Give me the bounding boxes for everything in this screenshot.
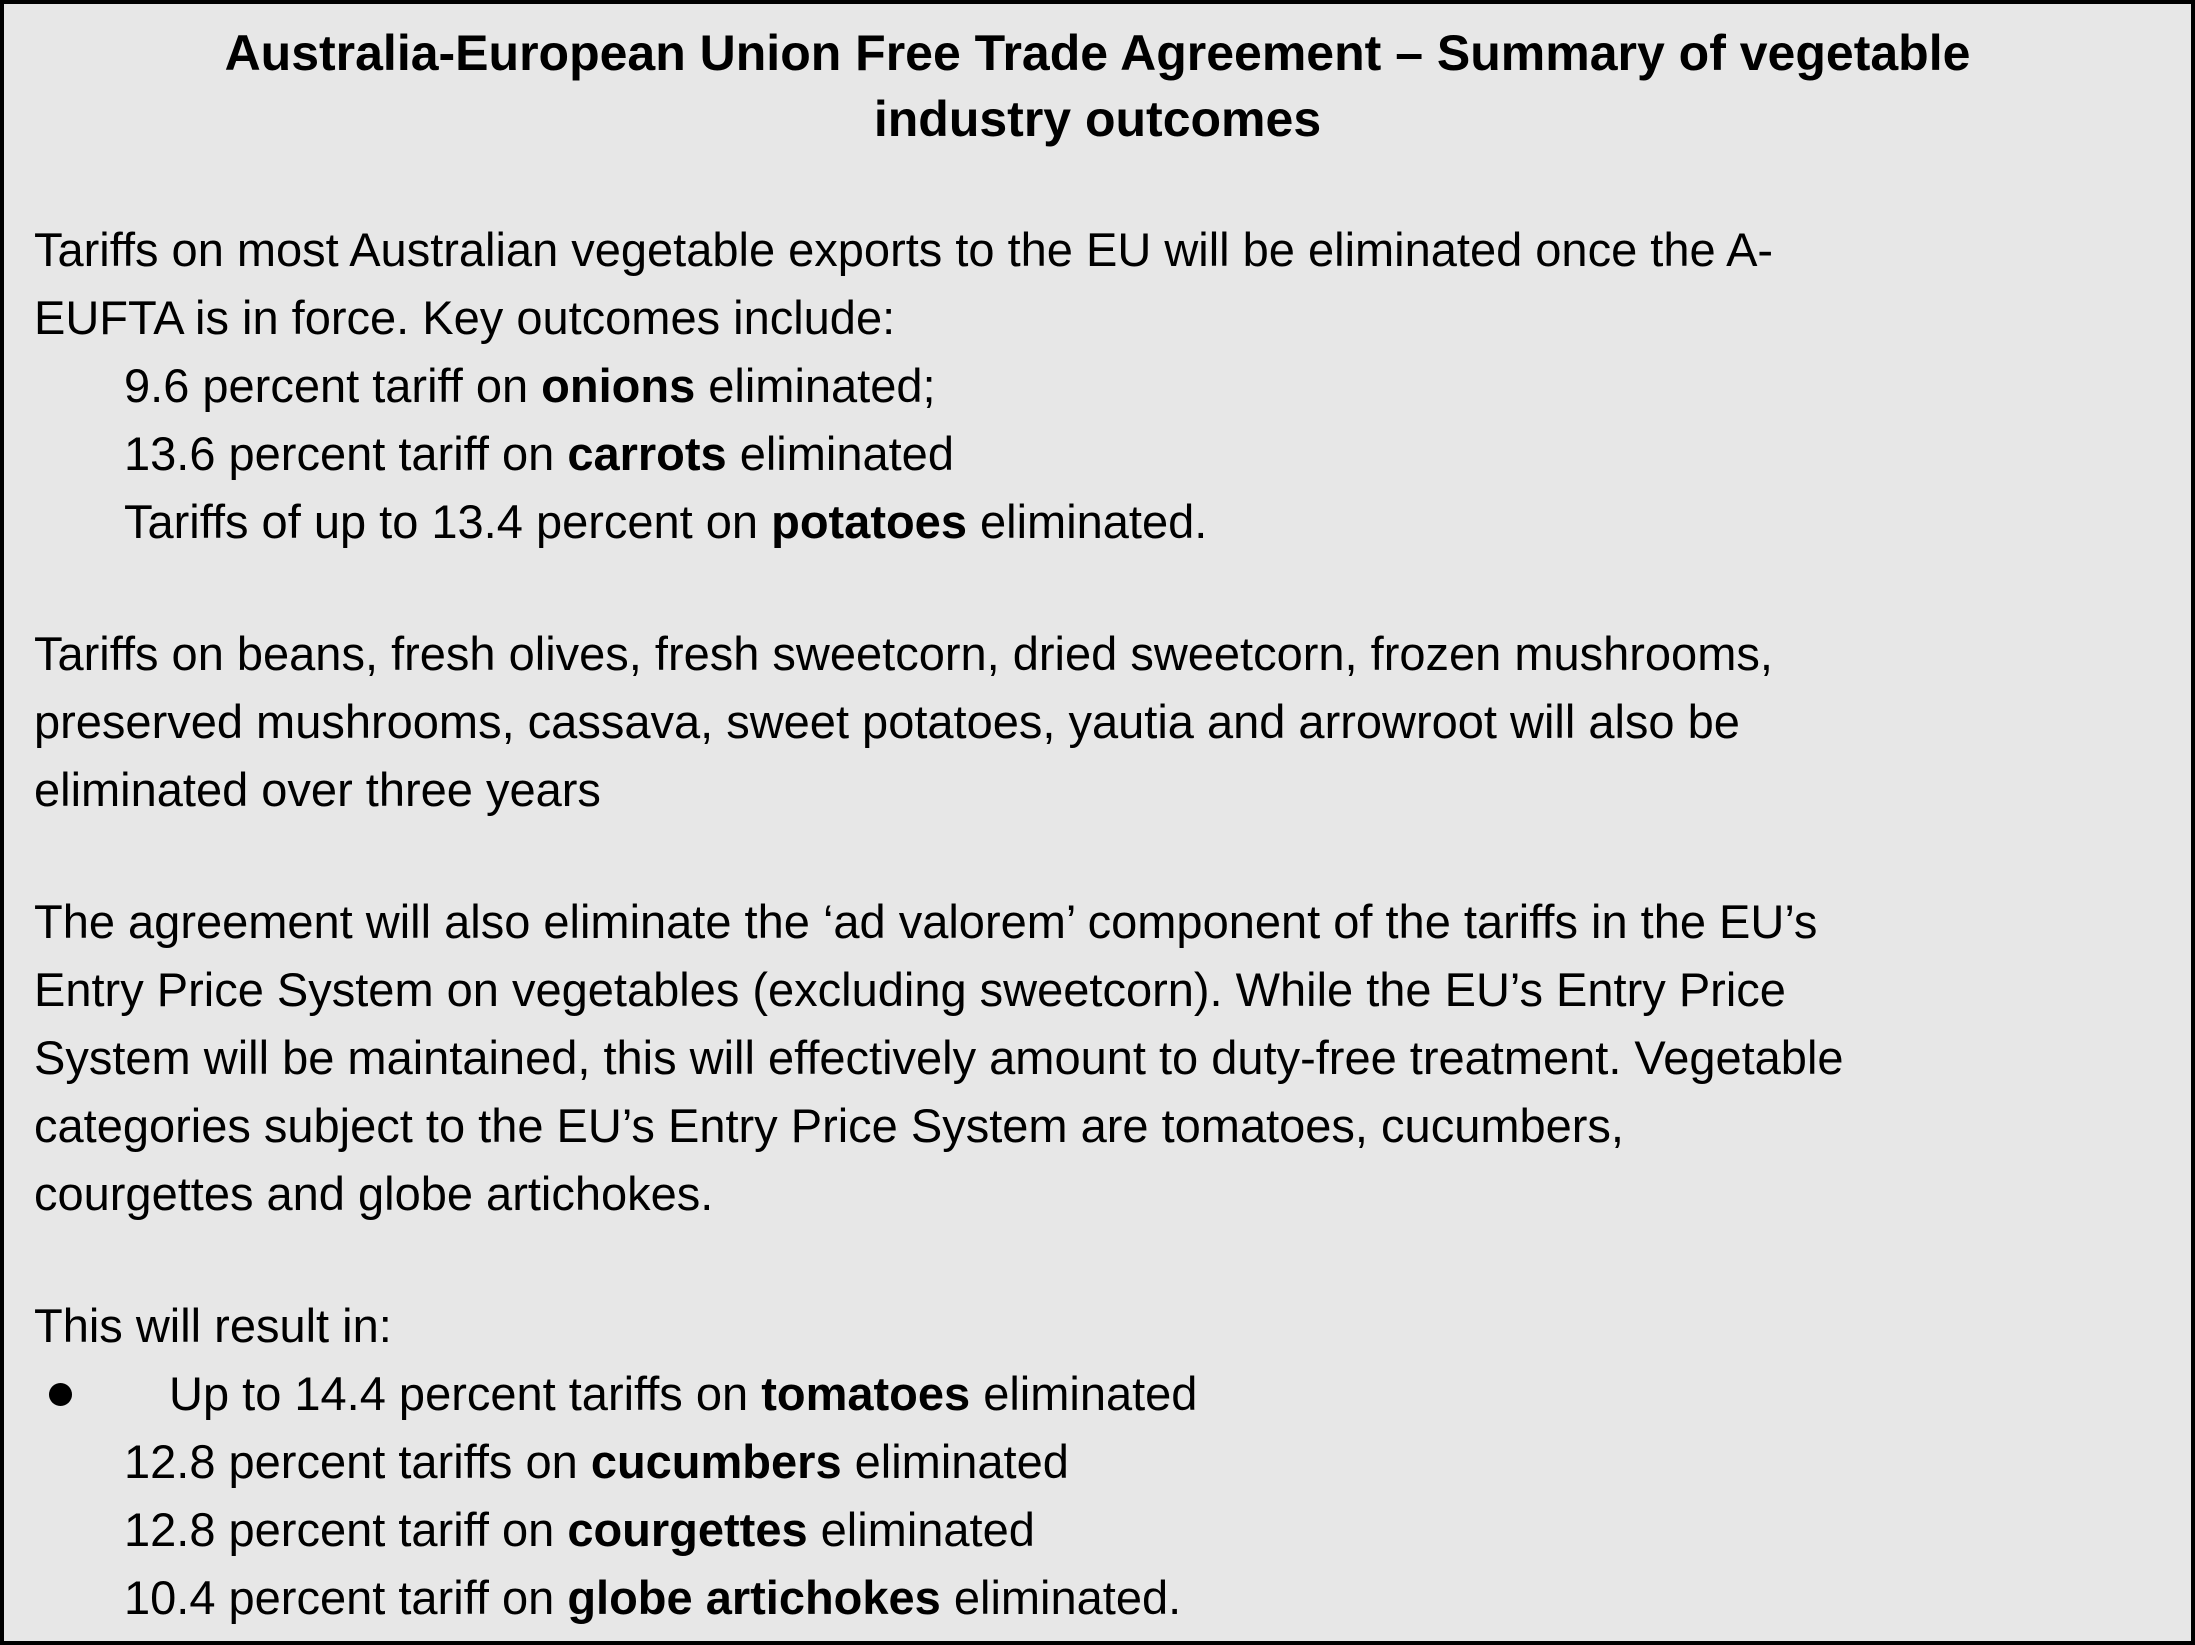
outcome-item-onions: [124, 352, 2161, 420]
result-intro: [34, 1292, 2161, 1360]
three-years-paragraph: [34, 620, 2161, 824]
result-text: eliminated: [807, 1503, 1035, 1556]
entry-price-line-2: Entry Price System on vegetables (excluding sweetcorn). While the EU’s Entry Price: [34, 963, 1786, 1016]
page-title: [4, 20, 2191, 152]
result-vegetable: tomatoes: [761, 1367, 971, 1420]
bullet-icon: [49, 1383, 72, 1406]
results-list: [34, 1360, 2161, 1632]
key-outcomes-list: [34, 352, 2161, 556]
page-title-line-2: industry outcomes: [873, 91, 1322, 147]
result-item-cucumbers: [124, 1428, 2161, 1496]
result-text: 12.8 percent tariff on: [124, 1503, 568, 1556]
result-vegetable: courgettes: [567, 1503, 808, 1556]
result-text: eliminated: [970, 1367, 1198, 1420]
result-text: 10.4 percent tariff on: [124, 1571, 568, 1624]
three-years-line-3: eliminated over three years: [34, 763, 601, 816]
outcome-text: eliminated;: [695, 359, 936, 412]
outcome-item-potatoes: [124, 488, 2161, 556]
result-item-tomatoes: [34, 1360, 2161, 1428]
page-title-line-1: Australia-European Union Free Trade Agreement – Summary of vegetable: [224, 25, 1971, 81]
result-text: eliminated: [841, 1435, 1069, 1488]
outcome-vegetable: onions: [541, 359, 696, 412]
outcome-text: 13.6 percent tariff on: [124, 427, 568, 480]
outcome-vegetable: carrots: [567, 427, 727, 480]
outcome-text: Tariffs of up to 13.4 percent on: [124, 495, 772, 548]
outcome-text: eliminated: [726, 427, 954, 480]
result-text: eliminated.: [940, 1571, 1182, 1624]
outcome-item-carrots: [124, 420, 2161, 488]
entry-price-line-1: The agreement will also eliminate the ‘ad valorem’ component of the tariffs in the EU’s: [34, 895, 1818, 948]
result-item-globe-artichokes: [124, 1564, 2161, 1632]
result-text: Up to 14.4 percent tariffs on: [169, 1367, 762, 1420]
intro-paragraph: [34, 216, 2161, 352]
result-text: 12.8 percent tariffs on: [124, 1435, 591, 1488]
result-vegetable: globe artichokes: [567, 1571, 941, 1624]
entry-price-line-4: categories subject to the EU’s Entry Price System are tomatoes, cucumbers,: [34, 1099, 1624, 1152]
three-years-line-1: Tariffs on beans, fresh olives, fresh sweetcorn, dried sweetcorn, frozen mushrooms,: [34, 627, 1773, 680]
intro-line-1: Tariffs on most Australian vegetable exports to the EU will be eliminated once the A-: [34, 223, 1774, 276]
outcome-text: 9.6 percent tariff on: [124, 359, 542, 412]
outcome-text: eliminated.: [966, 495, 1208, 548]
result-item-courgettes: [124, 1496, 2161, 1564]
result-intro-text: This will result in:: [34, 1299, 392, 1352]
intro-line-2: EUFTA is in force. Key outcomes include:: [34, 291, 896, 344]
entry-price-line-3: System will be maintained, this will effectively amount to duty-free treatment. Vegetable: [34, 1031, 1844, 1084]
result-vegetable: cucumbers: [590, 1435, 842, 1488]
entry-price-line-5: courgettes and globe artichokes.: [34, 1167, 714, 1220]
three-years-line-2: preserved mushrooms, cassava, sweet potatoes, yautia and arrowroot will also be: [34, 695, 1740, 748]
outcome-vegetable: potatoes: [771, 495, 967, 548]
document-body: [4, 216, 2191, 1632]
entry-price-paragraph: [34, 888, 2161, 1228]
